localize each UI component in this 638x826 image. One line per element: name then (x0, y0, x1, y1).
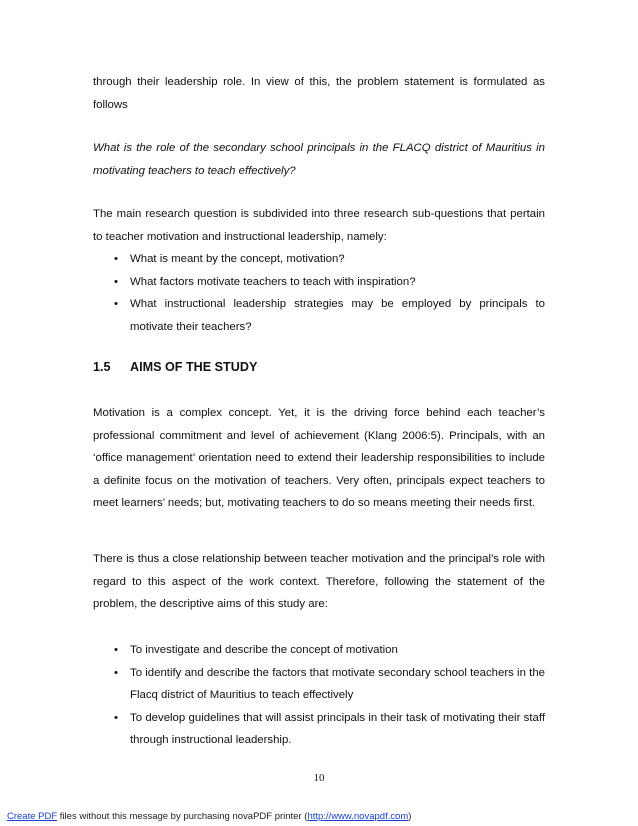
list-item (93, 271, 545, 294)
section-heading (93, 356, 257, 378)
footer-close: ) (408, 811, 412, 822)
list-item-text: To develop guidelines that will assist principals in their task of motivating their staff through instructional leadership. (130, 711, 545, 746)
list-item (93, 248, 545, 271)
paragraph-research-question: The main research question is subdivided into three research sub-questions that pertain to teacher motivation and instructional leadership, namely: (93, 208, 545, 243)
footer-text: files without this message by purchasing novaPDF printer ( (57, 811, 308, 822)
bullet-icon: • (114, 666, 118, 679)
bullet-icon: • (114, 711, 118, 724)
list-item (93, 662, 545, 707)
novapdf-url-link[interactable]: http://www.novapdf.com (307, 811, 409, 822)
section-number: 1.5 (93, 360, 111, 374)
bullet-icon: • (114, 253, 118, 265)
list-item (93, 639, 545, 662)
subquestion-list (93, 248, 545, 338)
section-title: AIMS OF THE STUDY (130, 360, 258, 374)
paragraph-relationship: There is thus a close relationship between teacher motivation and the principal’s role with regard to this aspect of the work context. Therefore, following the statement of the problem, the descriptive aims of this study are: (93, 553, 545, 610)
list-item (93, 707, 545, 752)
list-item-text: To investigate and describe the concept of motivation (130, 644, 398, 656)
list-item-text: To identify and describe the factors that motivate secondary school teachers in the Flacq district of Mauritius to teach effectively (130, 666, 545, 701)
list-item-text: What factors motivate teachers to teach with inspiration? (130, 275, 416, 288)
problem-statement: What is the role of the secondary school principals in the FLACQ district of Mauritius in motivating teachers to teach effectively? (93, 142, 545, 177)
aims-list (93, 639, 545, 752)
bullet-icon: • (114, 644, 118, 656)
paragraph-intro: through their leadership role. In view of this, the problem statement is formulated as follows (93, 76, 545, 111)
list-item (93, 293, 545, 338)
paragraph-motivation: Motivation is a complex concept. Yet, it is the driving force behind each teacher’s professional commitment and level of achievement (Klang 2006:5). Principals, with an ‘office management’ orientation need to extend their leadership responsibilities to include a definite focus on the motivation of teachers. Very often, principals expect teachers to meet learners’ needs; but, motivating teachers to do so means meeting their needs first. (93, 407, 545, 509)
bullet-icon: • (114, 275, 118, 288)
pdf-footer (7, 811, 411, 822)
bullet-icon: • (114, 298, 118, 310)
list-item-text: What is meant by the concept, motivation? (130, 253, 345, 265)
list-item-text: What instructional leadership strategies may be employed by principals to motivate their teachers? (130, 298, 545, 333)
page-number: 10 (313, 772, 325, 784)
create-pdf-link[interactable]: Create PDF (7, 811, 58, 822)
